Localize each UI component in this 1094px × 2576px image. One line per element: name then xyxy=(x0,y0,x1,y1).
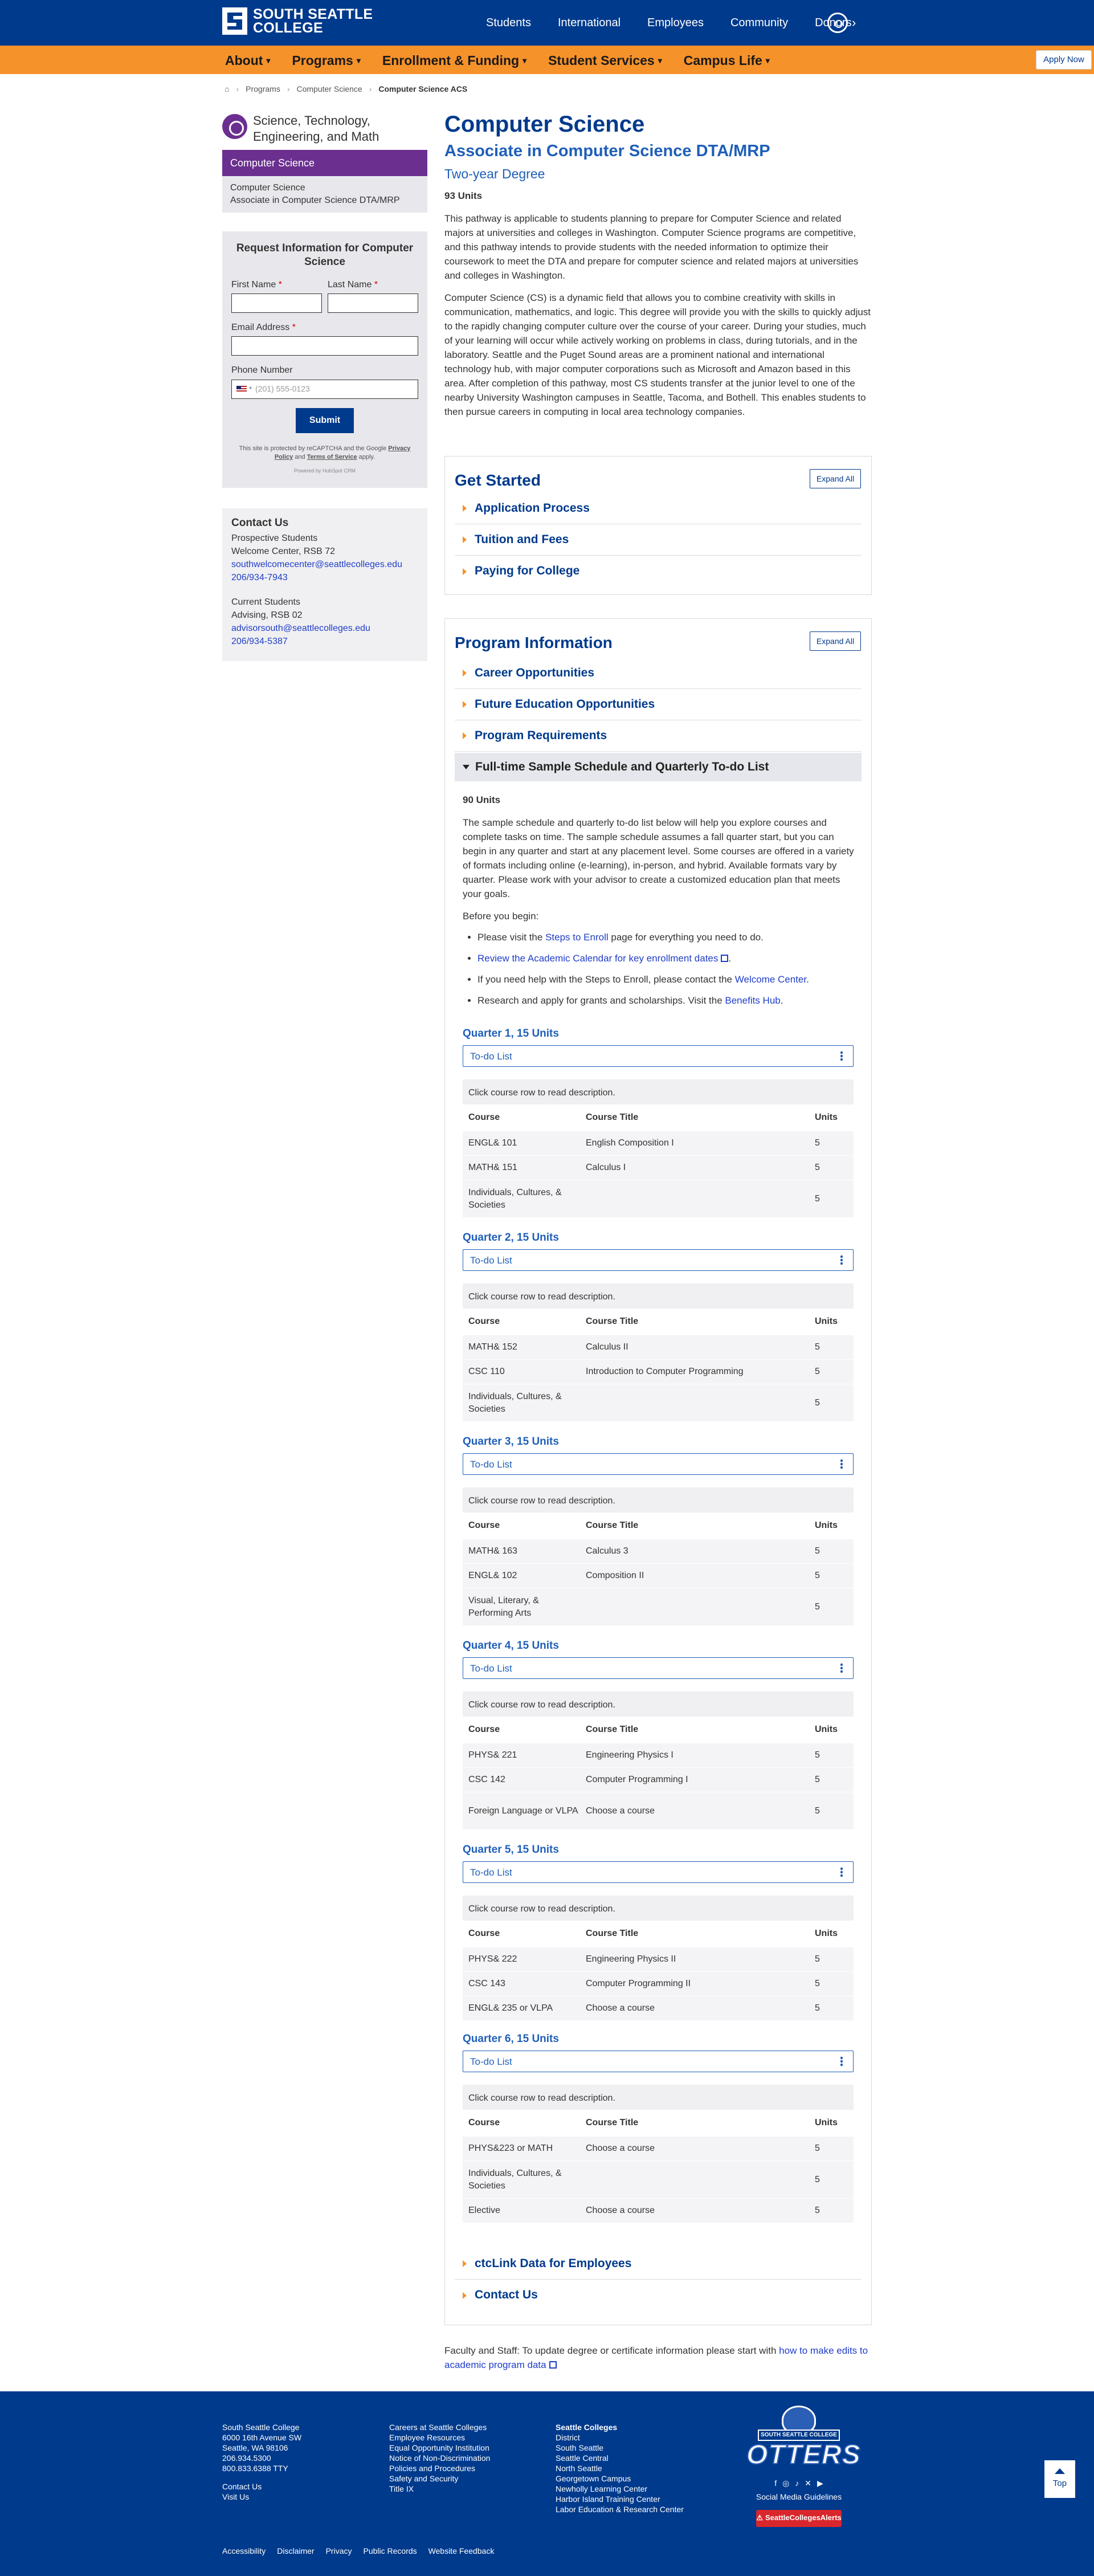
course-units: 5 xyxy=(815,1571,820,1581)
table-header: Course Course Title Units xyxy=(463,2110,854,2136)
table-row[interactable] xyxy=(463,1588,854,1625)
accordion-ctclink-data[interactable]: ctcLink Data for Employees xyxy=(455,2248,862,2280)
nav-programs[interactable]: Programs ▾ xyxy=(292,53,361,68)
course-units: 5 xyxy=(815,2174,820,2184)
table-hint: Click course row to read description. xyxy=(463,2085,854,2110)
course-code: Individuals, Cultures, & Societies xyxy=(468,1391,562,1414)
get-started-title: Get Started xyxy=(455,471,541,489)
accordion-career-opportunities[interactable]: Career Opportunities xyxy=(455,658,862,689)
nav-about[interactable]: About ▾ xyxy=(225,53,271,68)
chevron-right-icon[interactable]: › xyxy=(852,15,856,30)
table-row[interactable] xyxy=(463,1384,854,1421)
apply-now-button[interactable]: Apply Now xyxy=(1036,50,1092,70)
x-icon[interactable]: ✕ xyxy=(805,2479,812,2488)
list-item: • Research and apply for grants and scholarships. Visit the Benefits Hub. xyxy=(477,993,856,1008)
table-header: Course Course Title Units xyxy=(463,1717,854,1743)
course-units: 5 xyxy=(815,1954,820,1964)
schedule-description: The sample schedule and quarterly to-do list below will help you explore courses and complete tasks on time. The sample schedule assumes a fall quarter start, but you can begin in any quarter and start at any placement level. Some courses are offered in a variety of formats including online (e-learning), in-person, and hybrid. Available formats vary by quarter. Please work with your advisor to create a customized education plan that meets your goals. xyxy=(463,817,854,899)
footer-public-records[interactable]: Public Records xyxy=(363,2546,417,2555)
breadcrumb-computer-science[interactable]: Computer Science xyxy=(296,84,362,93)
footer-privacy[interactable]: Privacy xyxy=(325,2546,352,2555)
quarter-title: Quarter 5, 15 Units xyxy=(463,1844,559,1856)
table-hint: Click course row to read description. xyxy=(463,1691,854,1717)
expand-all-button[interactable]: Expand All xyxy=(810,631,861,651)
first-name-label: First Name xyxy=(231,280,276,290)
form-title: Request Information for Computer Science xyxy=(236,242,414,268)
schedule-intro xyxy=(463,793,856,1014)
get-started-panel xyxy=(444,456,872,595)
sidebar-contact: Contact Us Prospective Students Welcome Center, RSB 72 southwelcomecenter@seattlecolleges.edu 206/934-7943 Current Students Advising, RSB 02 advisorsouth@seattlecolleges.edu 206/934-5387 xyxy=(222,508,427,661)
todo-list-toggle[interactable]: To-do List xyxy=(463,1453,854,1475)
course-units: 5 xyxy=(815,1193,820,1204)
nav-employees[interactable]: Employees xyxy=(647,17,704,29)
caret-down-icon: ▾ xyxy=(765,56,770,65)
footer-link[interactable]: Seattle Central xyxy=(556,2453,609,2463)
recaptcha-notice: This site is protected by reCAPTCHA and the Google Privacy Policy and Terms of Service apply. xyxy=(239,445,411,460)
caret-right-icon xyxy=(463,536,467,543)
contact-title: Contact Us xyxy=(231,517,289,529)
course-code: Individuals, Cultures, & Societies xyxy=(468,1187,562,1210)
course-title: Computer Programming II xyxy=(586,1979,691,1989)
home-icon[interactable]: ⌂ xyxy=(224,84,230,93)
kebab-menu-icon xyxy=(840,1051,843,1061)
course-units: 5 xyxy=(815,1546,820,1556)
tiktok-icon[interactable]: ♪ xyxy=(795,2479,799,2488)
caret-down-icon: ▾ xyxy=(658,56,662,65)
quarter-title: Quarter 2, 15 Units xyxy=(463,1232,559,1244)
footer-website-feedback[interactable]: Website Feedback xyxy=(428,2546,495,2555)
table-header: Course Course Title Units xyxy=(463,1104,854,1131)
course-units: 5 xyxy=(815,1342,820,1352)
phone-input[interactable]: ▾ (201) 555-0123 xyxy=(231,380,418,399)
course-title: English Composition I xyxy=(586,1138,674,1148)
course-units: 5 xyxy=(815,1138,820,1148)
social-links xyxy=(746,2477,851,2489)
footer-colleges xyxy=(556,2422,684,2514)
footer-link[interactable]: Title IX xyxy=(389,2484,414,2493)
sidebar-item-computer-science[interactable]: Computer Science xyxy=(222,150,427,176)
course-title: Engineering Physics II xyxy=(586,1954,676,1964)
caret-down-icon: ▾ xyxy=(266,56,271,65)
todo-list-toggle[interactable]: To-do List xyxy=(463,1045,854,1067)
footer-contact-link[interactable]: Contact Us xyxy=(222,2482,262,2491)
course-code: ENGL& 102 xyxy=(468,1571,517,1580)
course-code: MATH& 163 xyxy=(468,1546,517,1556)
chevron-down-icon: ▾ xyxy=(249,385,252,392)
course-title: Calculus I xyxy=(586,1163,626,1173)
table-row[interactable] xyxy=(463,1792,854,1829)
course-code: CSC 110 xyxy=(468,1367,505,1376)
caret-right-icon xyxy=(463,568,467,575)
table-hint: Click course row to read description. xyxy=(463,1283,854,1309)
table-row[interactable] xyxy=(463,1996,854,2020)
phone-label: Phone Number xyxy=(231,365,293,376)
welcome-phone-link[interactable]: 206/934-7943 xyxy=(231,573,288,582)
alerts-button[interactable]: ⚠ SeattleCollegesAlerts xyxy=(756,2510,842,2527)
caret-down-icon: ▾ xyxy=(522,56,527,65)
social-guidelines-link[interactable]: Social Media Guidelines xyxy=(756,2492,842,2502)
course-code: Visual, Literary, & Performing Arts xyxy=(468,1595,539,1618)
nav-donors[interactable]: Donors xyxy=(815,17,852,29)
table-row[interactable] xyxy=(463,1131,854,1155)
course-title: Calculus II xyxy=(586,1342,628,1352)
nav-students[interactable]: Students xyxy=(486,17,531,29)
footer-link[interactable]: Newholly Learning Center xyxy=(556,2484,648,2493)
hubspot-credit[interactable]: Powered by HubSpot CRM xyxy=(293,467,356,474)
course-code: Individuals, Cultures, & Societies xyxy=(468,2168,562,2191)
course-table xyxy=(463,1691,854,1829)
advising-phone-link[interactable]: 206/934-5387 xyxy=(231,637,288,646)
accordion-paying-college[interactable]: Paying for College xyxy=(455,556,862,587)
otters-logo: SOUTH SEATTLE COLLEGE OTTERS f ◎ ♪ ✕ ▶ Social Media Guidelines ⚠ SeattleCollegesAlerts xyxy=(746,2406,851,2527)
table-row[interactable] xyxy=(463,1539,854,1563)
course-code: MATH& 151 xyxy=(468,1163,517,1172)
nav-campus-life[interactable]: Campus Life ▾ xyxy=(683,53,770,68)
email-label: Email Address xyxy=(231,323,290,333)
course-title: Composition II xyxy=(586,1571,644,1581)
course-code: ENGL& 101 xyxy=(468,1138,517,1148)
table-row[interactable] xyxy=(463,1155,854,1180)
footer-link[interactable]: South Seattle xyxy=(556,2443,604,2452)
quarter-title: Quarter 1, 15 Units xyxy=(463,1028,559,1040)
course-title: Choose a course xyxy=(586,2003,655,2013)
course-units: 5 xyxy=(815,1601,820,1612)
breadcrumb-programs[interactable]: Programs xyxy=(246,84,280,93)
quarter-title: Quarter 3, 15 Units xyxy=(463,1436,559,1448)
before-you-begin: Before you begin: xyxy=(463,910,539,922)
footer-link[interactable]: Safety and Security xyxy=(389,2474,459,2483)
instagram-icon[interactable]: ◎ xyxy=(782,2479,790,2488)
course-code: PHYS& 222 xyxy=(468,1954,517,1964)
table-row[interactable] xyxy=(463,1743,854,1767)
table-row[interactable] xyxy=(463,1563,854,1588)
intro-paragraph-1: This pathway is applicable to students planning to prepare for Computer Science and related majors at universities and colleges in Washington. Computer Science programs are competitive, and this pathway intends to provide students with the needed information to optimize their coursework to meet the DTA and prepare for computer science and related majors at universities and colleges in Washington. xyxy=(444,213,859,281)
kebab-menu-icon xyxy=(840,1867,843,1877)
facebook-icon[interactable]: f xyxy=(774,2479,777,2488)
faculty-note: Faculty and Staff: To update degree or certificate information please start with how to make edits to academic program data xyxy=(444,2345,868,2370)
table-row[interactable] xyxy=(463,2161,854,2198)
table-header: Course Course Title Units xyxy=(463,1921,854,1947)
welcome-center-link[interactable]: Welcome Center xyxy=(734,973,807,985)
course-title: Choose a course xyxy=(586,2143,655,2154)
logo-mark-icon xyxy=(222,7,247,35)
main-nav-bar xyxy=(0,46,1094,74)
degree-length: Two-year Degree xyxy=(444,166,545,181)
department-name: Science, Technology, Engineering, and Math xyxy=(253,113,379,144)
footer-accessibility[interactable]: Accessibility xyxy=(222,2546,266,2555)
caret-right-icon xyxy=(463,2260,467,2267)
course-units: 5 xyxy=(815,1163,820,1173)
search-icon[interactable] xyxy=(827,13,848,33)
course-units: 5 xyxy=(815,1775,820,1785)
table-row[interactable] xyxy=(463,1767,854,1792)
welcome-email-link[interactable]: southwelcomecenter@seattlecolleges.edu xyxy=(231,560,402,569)
table-hint: Click course row to read description. xyxy=(463,1079,854,1104)
breadcrumb-current: Computer Science ACS xyxy=(378,84,468,93)
course-code: MATH& 152 xyxy=(468,1342,517,1352)
external-link-icon xyxy=(721,955,728,962)
program-info-title: Program Information xyxy=(455,634,613,651)
course-code: CSC 142 xyxy=(468,1775,505,1784)
table-header: Course Course Title Units xyxy=(463,1513,854,1539)
table-row[interactable] xyxy=(463,1947,854,1971)
external-link-icon xyxy=(549,2361,557,2369)
table-row[interactable] xyxy=(463,2136,854,2161)
alert-icon: ⚠ xyxy=(756,2513,763,2522)
footer-link[interactable]: Equal Opportunity Institution xyxy=(389,2443,489,2452)
kebab-menu-icon xyxy=(840,1255,843,1265)
course-code: PHYS& 221 xyxy=(468,1750,517,1760)
accordion-program-requirements[interactable]: Program Requirements xyxy=(455,720,862,752)
table-header: Course Course Title Units xyxy=(463,1309,854,1335)
before-list xyxy=(477,930,856,1008)
course-title: Choose a course xyxy=(586,2206,655,2216)
list-item: • Review the Academic Calendar for key enrollment dates . xyxy=(477,951,856,965)
course-code: ENGL& 235 or VLPA xyxy=(468,2003,553,2013)
kebab-menu-icon xyxy=(840,1663,843,1673)
us-flag-icon[interactable] xyxy=(236,386,247,393)
footer-visit-link[interactable]: Visit Us xyxy=(222,2492,250,2501)
footer-link[interactable]: North Seattle xyxy=(556,2464,602,2473)
benefits-hub-link[interactable]: Benefits Hub xyxy=(725,994,781,1006)
program-intro xyxy=(444,111,872,419)
caret-down-icon: ▾ xyxy=(356,56,361,65)
course-units: 5 xyxy=(815,1367,820,1377)
footer-link[interactable]: Georgetown Campus xyxy=(556,2474,631,2483)
quarter-title: Quarter 4, 15 Units xyxy=(463,1640,559,1652)
request-info-form: Request Information for Computer Science First Name * Last Name * Email Address * Phone Number ▾ (201) 555-0123 Submit This site is protected by reCAPTCHA and the Google Privacy Policy and Terms of Service apply. Powered by HubSpot CRM xyxy=(222,231,427,488)
accordion-tuition-fees[interactable]: Tuition and Fees xyxy=(455,524,862,556)
back-to-top-button[interactable]: Top xyxy=(1043,2459,1077,2500)
table-row[interactable] xyxy=(463,1359,854,1384)
nav-community[interactable]: Community xyxy=(730,17,789,29)
course-table xyxy=(463,1896,854,2020)
footer-link[interactable]: Employee Resources xyxy=(389,2433,466,2442)
footer-link[interactable]: Notice of Non-Discrimination xyxy=(389,2453,491,2463)
footer-disclaimer[interactable]: Disclaimer xyxy=(277,2546,315,2555)
footer-link[interactable]: Harbor Island Training Center xyxy=(556,2495,660,2504)
course-title: Computer Programming I xyxy=(586,1775,688,1785)
site-footer xyxy=(0,2391,1094,2576)
course-table xyxy=(463,2085,854,2223)
footer-address: South Seattle College 6000 16th Avenue SW Seattle, WA 98106 206.934.5300 800.833.6388 TTY Contact Us Visit Us xyxy=(222,2423,302,2501)
course-units: 5 xyxy=(815,1397,820,1408)
first-name-input[interactable] xyxy=(231,294,322,313)
expand-all-button[interactable]: Expand All xyxy=(810,469,861,488)
stem-icon xyxy=(222,114,247,139)
todo-list-toggle[interactable]: To-do List xyxy=(463,1249,854,1271)
audience-nav xyxy=(486,15,852,31)
last-name-label: Last Name xyxy=(328,280,372,290)
todo-list-toggle[interactable]: To-do List xyxy=(463,2051,854,2072)
degree-title: Associate in Computer Science DTA/MRP xyxy=(444,142,770,160)
nav-student-services[interactable]: Student Services ▾ xyxy=(548,53,662,68)
footer-link[interactable]: District xyxy=(556,2433,580,2442)
course-title: Introduction to Computer Programming xyxy=(586,1367,744,1377)
list-item: • Please visit the Steps to Enroll page for everything you need to do. xyxy=(477,930,856,944)
course-code: Elective xyxy=(468,2206,501,2215)
accordion-application-process[interactable]: Application Process xyxy=(455,493,862,524)
course-units: 5 xyxy=(815,2003,820,2013)
kebab-menu-icon xyxy=(840,1459,843,1469)
caret-right-icon xyxy=(463,2292,467,2299)
table-hint: Click course row to read description. xyxy=(463,1487,854,1513)
kebab-menu-icon xyxy=(840,2056,843,2066)
last-name-input[interactable] xyxy=(328,294,418,313)
table-row[interactable] xyxy=(463,1971,854,1996)
table-row[interactable] xyxy=(463,1180,854,1217)
advising-email-link[interactable]: advisorsouth@seattlecolleges.edu xyxy=(231,623,370,633)
page-title: Computer Science xyxy=(444,112,645,137)
course-code: Foreign Language or VLPA xyxy=(468,1805,578,1816)
accordion-sample-schedule[interactable]: Full-time Sample Schedule and Quarterly To-do List xyxy=(455,753,862,781)
footer-links xyxy=(389,2422,490,2494)
table-hint: Click course row to read description. xyxy=(463,1896,854,1921)
top-bar xyxy=(0,0,1094,46)
arrow-up-icon xyxy=(1055,2468,1065,2474)
caret-right-icon xyxy=(463,670,467,676)
course-table xyxy=(463,1487,854,1625)
sidebar-subitem[interactable]: Computer Science Associate in Computer Science DTA/MRP xyxy=(222,176,427,213)
table-row[interactable] xyxy=(463,1335,854,1359)
intro-paragraph-2: Computer Science (CS) is a dynamic field that allows you to combine creativity with skills in communication, mathematics, and logic. This degree will provide you with the skills to quickly adjust to the rapidly changing computer culture over the course of your career. During your studies, much of your learning will occur while actively working on problems in class, during tutorials, and in the laboratory. Seattle and the Puget Sound areas are a prominent national and international technology hub, with major computer corporations such as Microsoft and Amazon based in this area. After completion of this pathway, most CS students transfer at the junior level to one of the nearby University Washington campuses in Seattle, Tacoma, and Bothell. This enables students to then pursue careers in computing in local area technology companies. xyxy=(444,292,871,417)
course-title: Engineering Physics I xyxy=(586,1750,673,1760)
footer-bottom-links xyxy=(222,2545,494,2557)
degree-units: 93 Units xyxy=(444,190,483,202)
footer-colleges-heading: Seattle Colleges xyxy=(556,2423,618,2432)
footer-link[interactable]: Labor Education & Research Center xyxy=(556,2505,684,2514)
course-units: 5 xyxy=(815,1805,820,1816)
course-code: CSC 143 xyxy=(468,1979,505,1988)
main-nav xyxy=(225,51,770,70)
nav-international[interactable]: International xyxy=(557,17,621,29)
accordion-contact-us[interactable]: Contact Us xyxy=(455,2280,862,2311)
caret-right-icon xyxy=(463,505,467,512)
course-units: 5 xyxy=(815,1979,820,1989)
table-row[interactable] xyxy=(463,2198,854,2223)
youtube-icon[interactable]: ▶ xyxy=(817,2479,823,2488)
logo-line2: COLLEGE xyxy=(253,20,323,36)
edit-program-data-link[interactable]: how to make edits to academic program data xyxy=(444,2345,868,2370)
accordion-future-education[interactable]: Future Education Opportunities xyxy=(455,689,862,720)
footer-link[interactable]: Policies and Procedures xyxy=(389,2464,475,2473)
caret-right-icon xyxy=(463,701,467,708)
course-code: PHYS&223 or MATH xyxy=(468,2143,553,2153)
todo-list-toggle[interactable]: To-do List xyxy=(463,1657,854,1679)
course-units: 5 xyxy=(815,2206,820,2216)
department-heading[interactable] xyxy=(222,114,427,145)
steps-to-enroll-link[interactable]: Steps to Enroll xyxy=(545,931,609,943)
submit-button[interactable]: Submit xyxy=(296,408,354,433)
email-input[interactable] xyxy=(231,336,418,356)
list-item: • If you need help with the Steps to Enroll, please contact the Welcome Center. xyxy=(477,972,856,987)
quarter-title: Quarter 6, 15 Units xyxy=(463,2033,559,2045)
nav-enrollment[interactable]: Enrollment & Funding ▾ xyxy=(382,53,527,68)
caret-right-icon xyxy=(463,732,467,739)
course-units: 5 xyxy=(815,1750,820,1760)
schedule-units: 90 Units xyxy=(463,794,501,805)
course-table xyxy=(463,1079,854,1217)
todo-list-toggle[interactable]: To-do List xyxy=(463,1861,854,1883)
course-units: 5 xyxy=(815,2143,820,2154)
course-title: Calculus 3 xyxy=(586,1546,628,1556)
course-table xyxy=(463,1283,854,1421)
footer-link[interactable]: Careers at Seattle Colleges xyxy=(389,2423,487,2432)
college-logo[interactable] xyxy=(222,7,373,35)
course-title: Choose a course xyxy=(586,1805,655,1816)
caret-down-icon xyxy=(463,765,470,769)
breadcrumb: ⌂ › Programs › Computer Science › Computer Science ACS xyxy=(224,83,467,95)
academic-calendar-link[interactable]: Review the Academic Calendar for key enrollment dates xyxy=(477,952,719,964)
logo-line1: SOUTH SEATTLE xyxy=(253,6,373,22)
